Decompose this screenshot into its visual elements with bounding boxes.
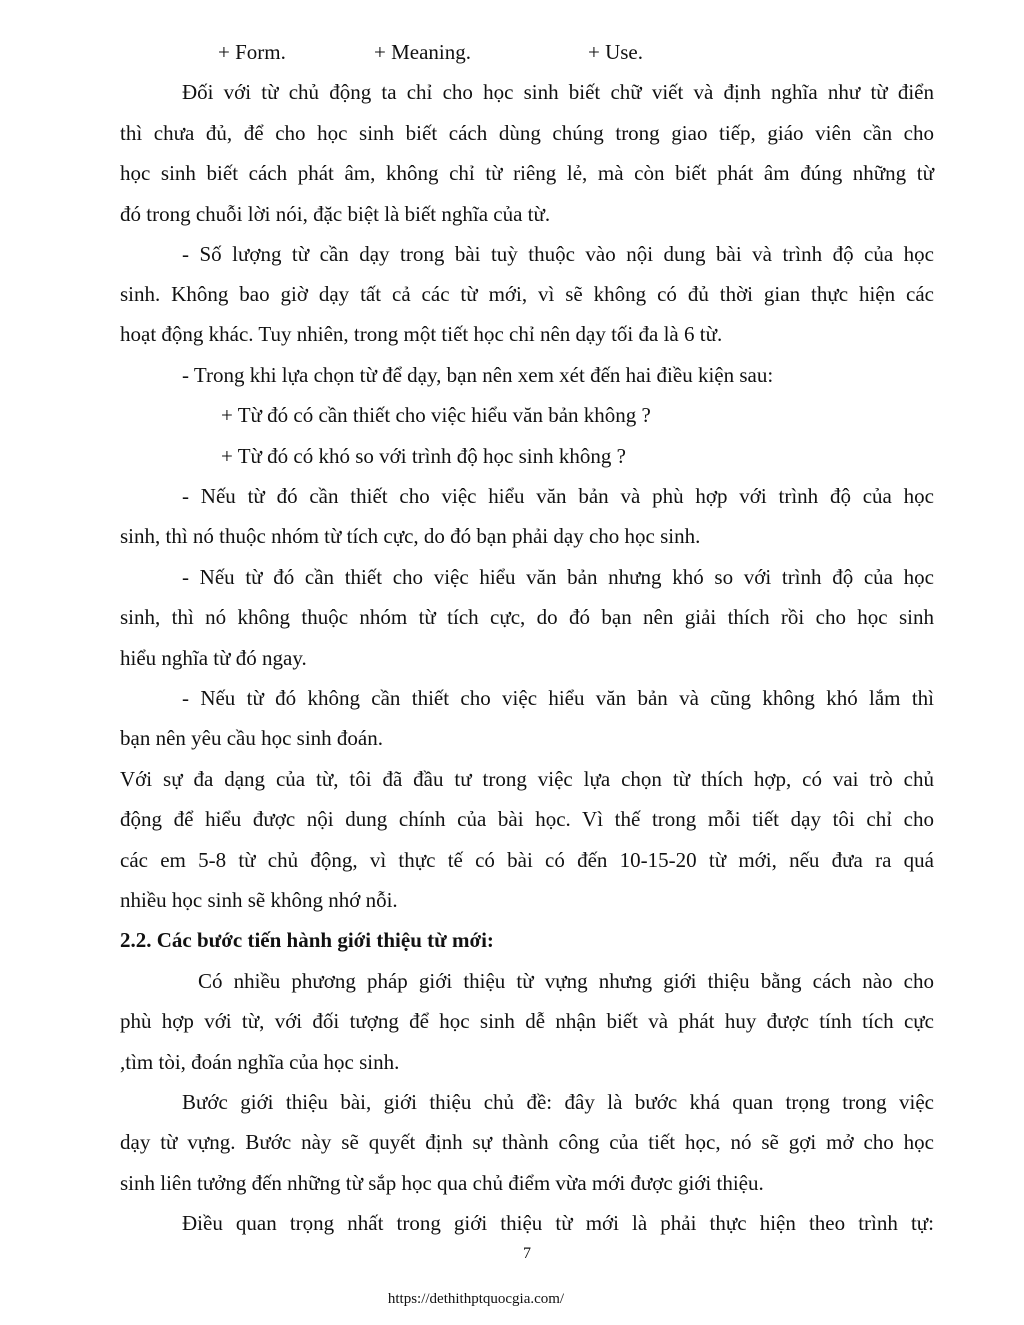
paragraph-line: học sinh biết cách phát âm, không chỉ từ riêng lẻ, mà còn biết phát âm đúng những từ [120, 161, 934, 185]
meaning-label: + Meaning. [374, 40, 471, 64]
paragraph-line: Điều quan trọng nhất trong giới thiệu từ mới là phải thực hiện theo trình tự: [182, 1211, 934, 1235]
bullet-line: + Từ đó có cần thiết cho việc hiểu văn bản không ? [221, 403, 651, 427]
paragraph-line: - Nếu từ đó cần thiết cho việc hiểu văn bản nhưng khó so với trình độ của học [182, 565, 934, 589]
paragraph-line: động để hiểu được nội dung chính của bài học. Vì thế trong mỗi tiết dạy tôi chỉ cho [120, 807, 934, 831]
paragraph-line: bạn nên yêu cầu học sinh đoán. [120, 726, 384, 750]
paragraph-line: sinh, thì nó không thuộc nhóm từ tích cực, do đó bạn nên giải thích rồi cho học sinh [120, 605, 934, 629]
paragraph-line: sinh. Không bao giờ dạy tất cả các từ mới, vì sẽ không có đủ thời gian thực hiện các [120, 282, 934, 306]
paragraph-line: hoạt động khác. Tuy nhiên, trong một tiết học chỉ nên dạy tối đa là 6 từ. [120, 322, 723, 346]
use-label: + Use. [588, 40, 644, 64]
page-number: 7 [523, 1245, 531, 1262]
paragraph-line: dạy từ vựng. Bước này sẽ quyết định sự thành công của tiết học, nó sẽ gợi mở cho học [120, 1130, 934, 1154]
paragraph-line: Bước giới thiệu bài, giới thiệu chủ đề: đây là bước khá quan trọng trong việc [182, 1090, 934, 1114]
form-label: + Form. [218, 40, 286, 64]
form-meaning-use-line [120, 32, 934, 72]
paragraph-line: - Số lượng từ cần dạy trong bài tuỳ thuộc vào nội dung bài và trình độ của học [182, 242, 934, 266]
paragraph-line: nhiều học sinh sẽ không nhớ nỗi. [120, 888, 398, 912]
footer-url[interactable]: https://dethithptquocgia.com/ [387, 1291, 565, 1307]
paragraph-line: - Nếu từ đó không cần thiết cho việc hiểu văn bản và cũng không khó lắm thì [182, 686, 934, 710]
bullet-line: + Từ đó có khó so với trình độ học sinh không ? [221, 444, 626, 468]
paragraph-line: hiểu nghĩa từ đó ngay. [120, 646, 307, 670]
paragraph-line: Đối với từ chủ động ta chỉ cho học sinh biết chữ viết và định nghĩa như từ điển [182, 80, 934, 104]
paragraph-line: thì chưa đủ, để cho học sinh biết cách dùng chúng trong giao tiếp, giáo viên cần cho [120, 121, 934, 145]
paragraph-line: - Trong khi lựa chọn từ để dạy, bạn nên xem xét đến hai điều kiện sau: [182, 363, 774, 387]
section-heading: 2.2. Các bước tiến hành giới thiệu từ mới: [120, 928, 494, 952]
paragraph-line: phù hợp với từ, với đối tượng để học sinh dễ nhận biết và phát huy được tính tích cực [120, 1009, 934, 1033]
paragraph-line: sinh liên tưởng đến những từ sắp học qua chủ điểm vừa mới được giới thiệu. [120, 1171, 764, 1195]
paragraph-line: Với sự đa dạng của từ, tôi đã đầu tư trong việc lựa chọn từ thích hợp, có vai trò chủ [120, 767, 934, 791]
paragraph-line: các em 5-8 từ chủ động, vì thực tế có bài có đến 10-15-20 từ mới, nếu đưa ra quá [120, 848, 934, 872]
paragraph-line: - Nếu từ đó cần thiết cho việc hiểu văn bản và phù hợp với trình độ của học [182, 484, 934, 508]
paragraph-line: sinh, thì nó thuộc nhóm từ tích cực, do đó bạn phải dạy cho học sinh. [120, 524, 701, 548]
paragraph-line: Có nhiều phương pháp giới thiệu từ vựng nhưng giới thiệu bằng cách nào cho [198, 969, 934, 993]
paragraph-line: đó trong chuỗi lời nói, đặc biệt là biết nghĩa của từ. [120, 202, 551, 226]
paragraph-line: ,tìm tòi, đoán nghĩa của học sinh. [120, 1050, 400, 1074]
